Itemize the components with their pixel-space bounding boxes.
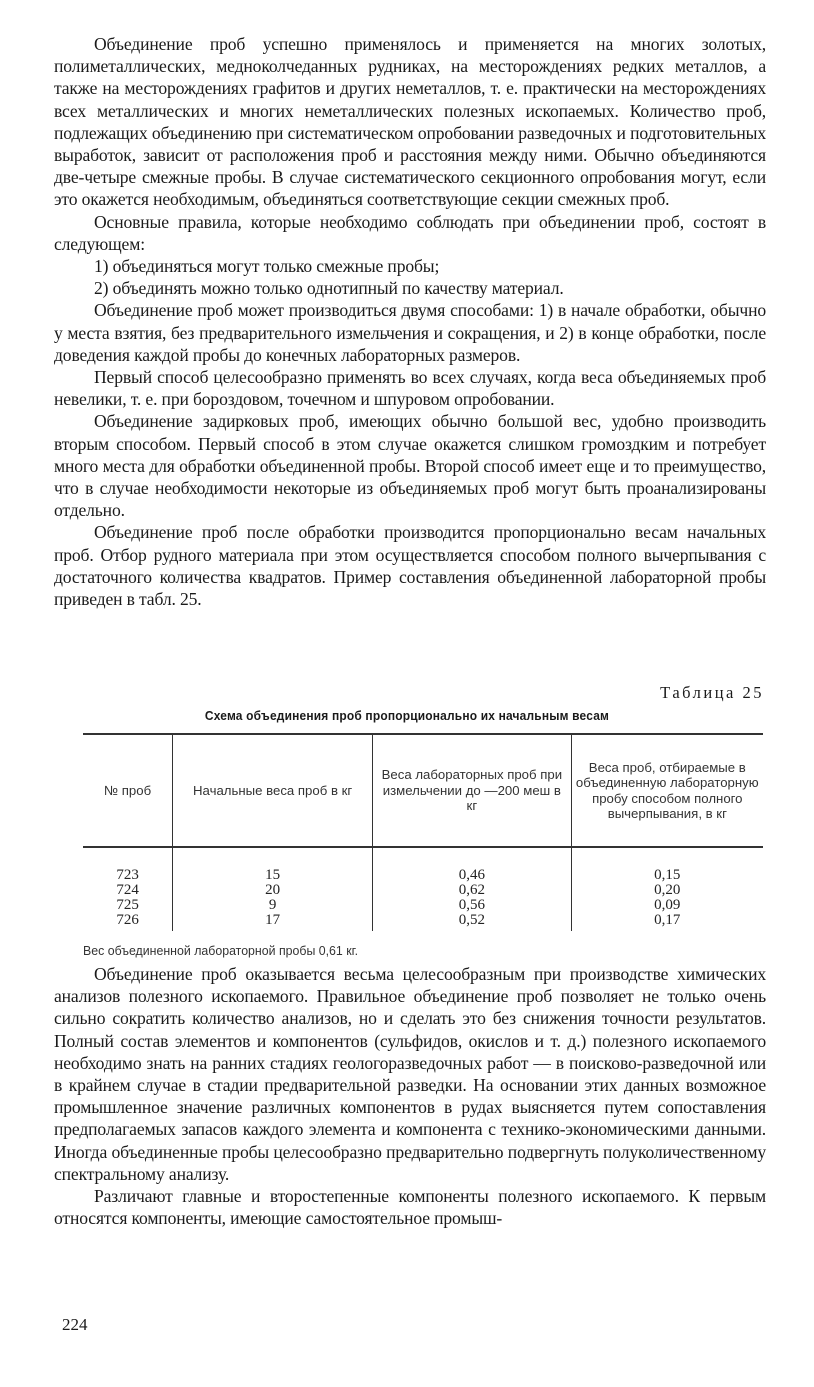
- header-initial-weight: Начальные веса проб в кг: [173, 734, 373, 847]
- text-section-top: [54, 33, 766, 610]
- table-row: [83, 883, 763, 898]
- cell-initial-weight: 17: [173, 913, 373, 931]
- header-lab-weight: Веса лабораторных проб при измельчении до —200 меш в кг: [373, 734, 571, 847]
- cell-initial-weight: 9: [173, 898, 373, 913]
- list-item: 1) объединяться могут только смежные пробы;: [94, 256, 440, 277]
- table-note: Вес объединенной лабораторной пробы 0,61 кг.: [83, 943, 359, 958]
- list-item: 2) объединять можно только однотипный по качеству материал.: [94, 278, 564, 299]
- header-taken-weight: Веса проб, отбираемые в объединенную лабораторную пробу способом полного вычерпывания, в кг: [571, 734, 763, 847]
- header-sample-no: № проб: [83, 734, 173, 847]
- text-section-bottom: [54, 963, 766, 1229]
- cell-taken-weight: 0,20: [571, 883, 763, 898]
- table-label: Таблица 25: [660, 683, 764, 702]
- table-header-row: [83, 734, 763, 847]
- cell-initial-weight: 20: [173, 883, 373, 898]
- table-row: [83, 913, 763, 931]
- data-table: [83, 733, 763, 931]
- table-row: [83, 898, 763, 913]
- cell-lab-weight: 0,62: [373, 883, 571, 898]
- cell-taken-weight: 0,17: [571, 913, 763, 931]
- cell-lab-weight: 0,52: [373, 913, 571, 931]
- paragraph: Объединение проб может производиться двумя способами: 1) в начале обработки, обычно у места взятия, без предварительного измельчения и сокращения, и 2) в конце обработки, после доведения каждой пробы до конечных лабораторных размеров.: [54, 300, 766, 365]
- cell-sample-no: 723: [116, 867, 139, 883]
- cell-sample-no: 726: [116, 912, 139, 928]
- paragraph: Объединение проб после обработки производится пропорционально весам начальных проб. Отбор рудного материала при этом осуществляется способом полного вычерпывания с достаточного количества квадратов. Пример составления объединенной лабораторной пробы приведен в табл. 25.: [54, 522, 766, 610]
- paragraph: Объединение проб оказывается весьма целесообразным при производстве химических анализов полезного ископаемого. Правильное объединение проб позволяет не только очень сильно сократить количество анализов, но и сделать это без снижения точности результатов. Полный состав элементов и компонентов (сульфидов, окислов и т. д.) полезного ископаемого необходимо знать на ранних стадиях геологоразведочных работ — в поисково-разведочной или в крайнем случае в стадии предварительной разведки. На основании этих данных возможное промышленное значение различных компонентов в рудах выясняется путем сопоставления предполагаемых запасов каждого элемента и компонента с технико-экономическими данными. Иногда объединенные пробы целесообразно предварительно подвергнуть полуколичественному спектральному анализу.: [54, 964, 766, 1184]
- cell-sample-no: 724: [116, 882, 139, 898]
- table-row: [83, 847, 763, 883]
- paragraph: Первый способ целесообразно применять во всех случаях, когда веса объединяемых проб невелики, т. е. при бороздовом, точечном и шпуровом опробовании.: [54, 367, 766, 410]
- page-number: 224: [62, 1315, 88, 1334]
- cell-taken-weight: 0,15: [571, 847, 763, 883]
- cell-initial-weight: 15: [173, 847, 373, 883]
- table-title: Схема объединения проб пропорционально их начальным весам: [204, 708, 610, 723]
- paragraph: Основные правила, которые необходимо соблюдать при объединении проб, состоят в следующем:: [54, 211, 766, 254]
- paragraph: Различают главные и второстепенные компоненты полезного ископаемого. К первым относятся компоненты, имеющие самостоятельное промыш-: [54, 1186, 766, 1229]
- cell-taken-weight: 0,09: [571, 898, 763, 913]
- cell-sample-no: 725: [116, 897, 139, 913]
- cell-lab-weight: 0,46: [373, 847, 571, 883]
- paragraph: Объединение задирковых проб, имеющих обычно большой вес, удобно производить вторым способом. Первый способ в этом случае окажется слишком громоздким и потребует много места для обработки объединенной пробы. Второй способ имеет еще и то преимущество, что в случае необходимости некоторые из объединяемых проб могут быть проанализированы отдельно.: [54, 411, 766, 521]
- paragraph: Объединение проб успешно применялось и применяется на многих золотых, полиметаллических, медноколчеданных рудниках, на месторождениях редких металлов, а также на месторождениях графитов и других неметаллов, т. е. практически на месторождениях всех металлических и многих неметаллических полезных ископаемых. Количество проб, подлежащих объединению при систематическом опробовании разведочных и подготовительных выработок, зависит от расположения проб и расстояния между ними. Обычно объединяются две-четыре смежные пробы. В случае систематического секционного опробования могут, если это окажется необходимым, объединяться соответствующие секции смежных проб.: [54, 34, 766, 210]
- cell-lab-weight: 0,56: [373, 898, 571, 913]
